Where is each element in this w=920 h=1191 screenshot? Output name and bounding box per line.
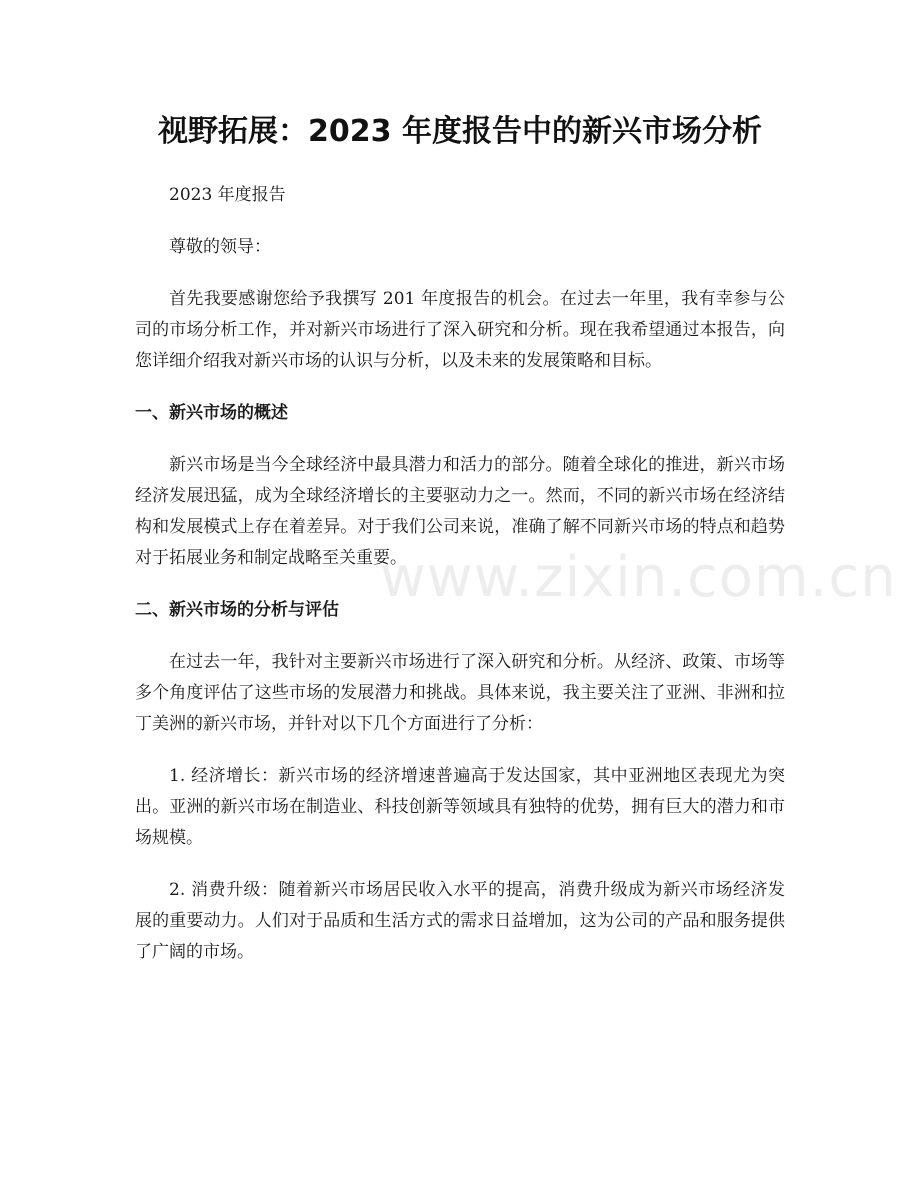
document-body <box>135 180 785 989</box>
salutation: 尊敬的领导： <box>169 237 271 257</box>
overview-paragraph: 新兴市场是当今全球经济中最具潜力和活力的部分。随着全球化的推进，新兴市场经济发展迅猛，成为全球经济增长的主要驱动力之一。然而，不同的新兴市场在经济结构和发展模式上存在着差异。对于我们公司来说，准确了解不同新兴市场的特点和趋势对于拓展业务和制定战略至关重要。 <box>135 455 785 568</box>
section-heading-overview: 一、新兴市场的概述 <box>135 403 288 423</box>
section-heading-analysis: 二、新兴市场的分析与评估 <box>135 600 339 620</box>
report-year-line: 2023 年度报告 <box>169 185 286 205</box>
watermark: www.zixin.com.cn <box>380 545 897 610</box>
intro-paragraph: 首先我要感谢您给予我撰写 201 年度报告的机会。在过去一年里，我有幸参与公司的市场分析工作，并对新兴市场进行了深入研究和分析。现在我希望通过本报告，向您详细介绍我对新兴市场的认识与分析，以及未来的发展策略和目标。 <box>135 289 785 371</box>
document-title: 视野拓展：2023 年度报告中的新兴市场分析 <box>158 114 762 149</box>
analysis-paragraph: 在过去一年，我针对主要新兴市场进行了深入研究和分析。从经济、政策、市场等多个角度评估了这些市场的发展潜力和挑战。具体来说，我主要关注了亚洲、非洲和拉丁美洲的新兴市场，并针对以下几个方面进行了分析： <box>135 652 785 734</box>
list-item-consumption-upgrade: 2. 消费升级：随着新兴市场居民收入水平的提高，消费升级成为新兴市场经济发展的重要动力。人们对于品质和生活方式的需求日益增加，这为公司的产品和服务提供了广阔的市场。 <box>135 880 785 962</box>
list-item-economic-growth: 1. 经济增长：新兴市场的经济增速普遍高于发达国家，其中亚洲地区表现尤为突出。亚洲的新兴市场在制造业、科技创新等领域具有独特的优势，拥有巨大的潜力和市场规模。 <box>135 766 785 848</box>
